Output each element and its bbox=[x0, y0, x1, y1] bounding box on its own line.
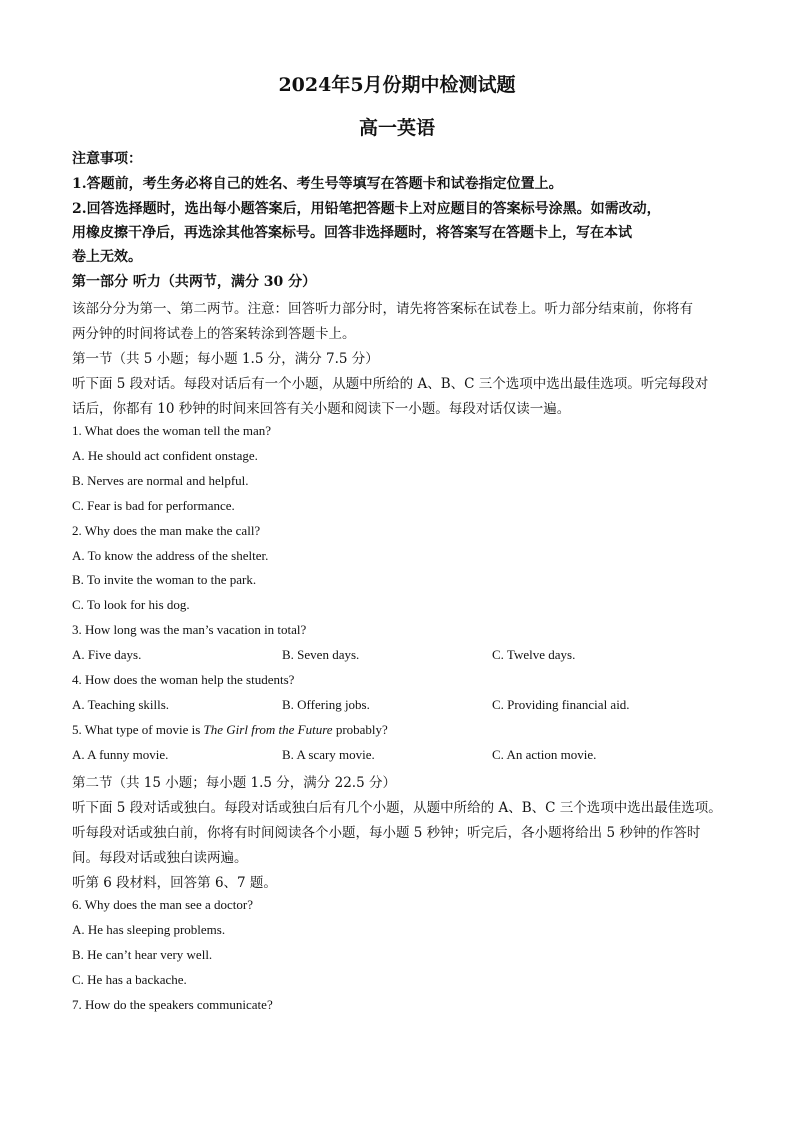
material-6-label: 听第 6 段材料，回答第 6、7 题。 bbox=[72, 875, 277, 891]
question-3-option-c: C. Twelve days. bbox=[492, 647, 576, 662]
section1-instr-line-2: 话后，你都有 10 秒钟的时间来回答有关小题和阅读下一小题。每段对话仅读一遍。 bbox=[72, 401, 571, 417]
question-3-stem: 3. How long was the man’s vacation in total? bbox=[72, 622, 307, 637]
notes-item-2-line-1: 2.回答选择题时，选出每小题答案后，用铅笔把答题卡上对应题目的答案标号涂黑。如需改动， bbox=[72, 201, 661, 217]
notes-item-1: 1.答题前，考生务必将自己的姓名、考生号等填写在答题卡和试卷指定位置上。 bbox=[72, 176, 563, 192]
notes-item-2-line-3: 卷上无效。 bbox=[72, 249, 142, 265]
notes-heading: 注意事项： bbox=[72, 151, 142, 167]
question-2-option-c: C. To look for his dog. bbox=[72, 597, 190, 612]
question-6-option-c: C. He has a backache. bbox=[72, 972, 187, 987]
question-5-option-b: B. A scary movie. bbox=[282, 747, 375, 762]
question-2-option-a: A. To know the address of the shelter. bbox=[72, 548, 269, 563]
question-4-option-c: C. Providing financial aid. bbox=[492, 697, 630, 712]
question-5-stem-suffix: probably? bbox=[332, 722, 388, 737]
section2-instr-line-3: 间。每段对话或独白读两遍。 bbox=[72, 850, 248, 866]
question-4-stem: 4. How does the woman help the students? bbox=[72, 672, 295, 687]
movie-title: The Girl from the Future bbox=[203, 722, 333, 737]
question-1-stem: 1. What does the woman tell the man? bbox=[72, 423, 272, 438]
section1-instr-line-1: 听下面 5 段对话。每段对话后有一个小题，从题中所给的 A、B、C 三个选项中选出最佳选项。听完每段对 bbox=[72, 376, 709, 392]
question-2-option-b: B. To invite the woman to the park. bbox=[72, 572, 257, 587]
section2-instr-line-2: 听每段对话或独白前，你将有时间阅读各个小题，每小题 5 秒钟；听完后，各小题将给出 5 秒钟的作答时 bbox=[72, 825, 701, 841]
question-7-stem: 7. How do the speakers communicate? bbox=[72, 997, 273, 1012]
question-5-option-c: C. An action movie. bbox=[492, 747, 597, 762]
question-4-option-b: B. Offering jobs. bbox=[282, 697, 370, 712]
question-4-option-a: A. Teaching skills. bbox=[72, 697, 170, 712]
part1-heading: 第一部分 听力（共两节，满分 30 分） bbox=[72, 274, 317, 290]
page-subtitle: 高一英语 bbox=[358, 117, 435, 139]
question-6-option-b: B. He can’t hear very well. bbox=[72, 947, 213, 962]
page-title: 2024年5月份期中检测试题 bbox=[278, 74, 516, 96]
question-6-option-a: A. He has sleeping problems. bbox=[72, 922, 226, 937]
question-5-option-a: A. A funny movie. bbox=[72, 747, 169, 762]
section2-heading: 第二节（共 15 小题；每小题 1.5 分，满分 22.5 分） bbox=[72, 775, 396, 791]
notes-item-2-line-2: 用橡皮擦干净后，再选涂其他答案标号。回答非选择题时，将答案写在答题卡上，写在本试 bbox=[72, 225, 632, 241]
part1-intro-line-1: 该部分分为第一、第二两节。注意：回答听力部分时，请先将答案标在试卷上。听力部分结束前，你将有 bbox=[72, 301, 693, 317]
question-3-option-a: A. Five days. bbox=[72, 647, 142, 662]
question-2-stem: 2. Why does the man make the call? bbox=[72, 523, 261, 538]
question-1-option-b: B. Nerves are normal and helpful. bbox=[72, 473, 249, 488]
question-6-stem: 6. Why does the man see a doctor? bbox=[72, 897, 253, 912]
section2-instr-line-1: 听下面 5 段对话或独白。每段对话或独白后有几个小题，从题中所给的 A、B、C 三个选项中选出最佳选项。 bbox=[72, 800, 722, 816]
question-1-option-a: A. He should act confident onstage. bbox=[72, 448, 258, 463]
part1-intro-line-2: 两分钟的时间将试卷上的答案转涂到答题卡上。 bbox=[72, 326, 356, 342]
question-5-stem-prefix: 5. What type of movie is bbox=[72, 722, 204, 737]
section1-heading: 第一节（共 5 小题；每小题 1.5 分，满分 7.5 分） bbox=[72, 351, 379, 367]
question-5-stem bbox=[72, 722, 388, 738]
question-3-option-b: B. Seven days. bbox=[282, 647, 360, 662]
question-1-option-c: C. Fear is bad for performance. bbox=[72, 498, 235, 513]
